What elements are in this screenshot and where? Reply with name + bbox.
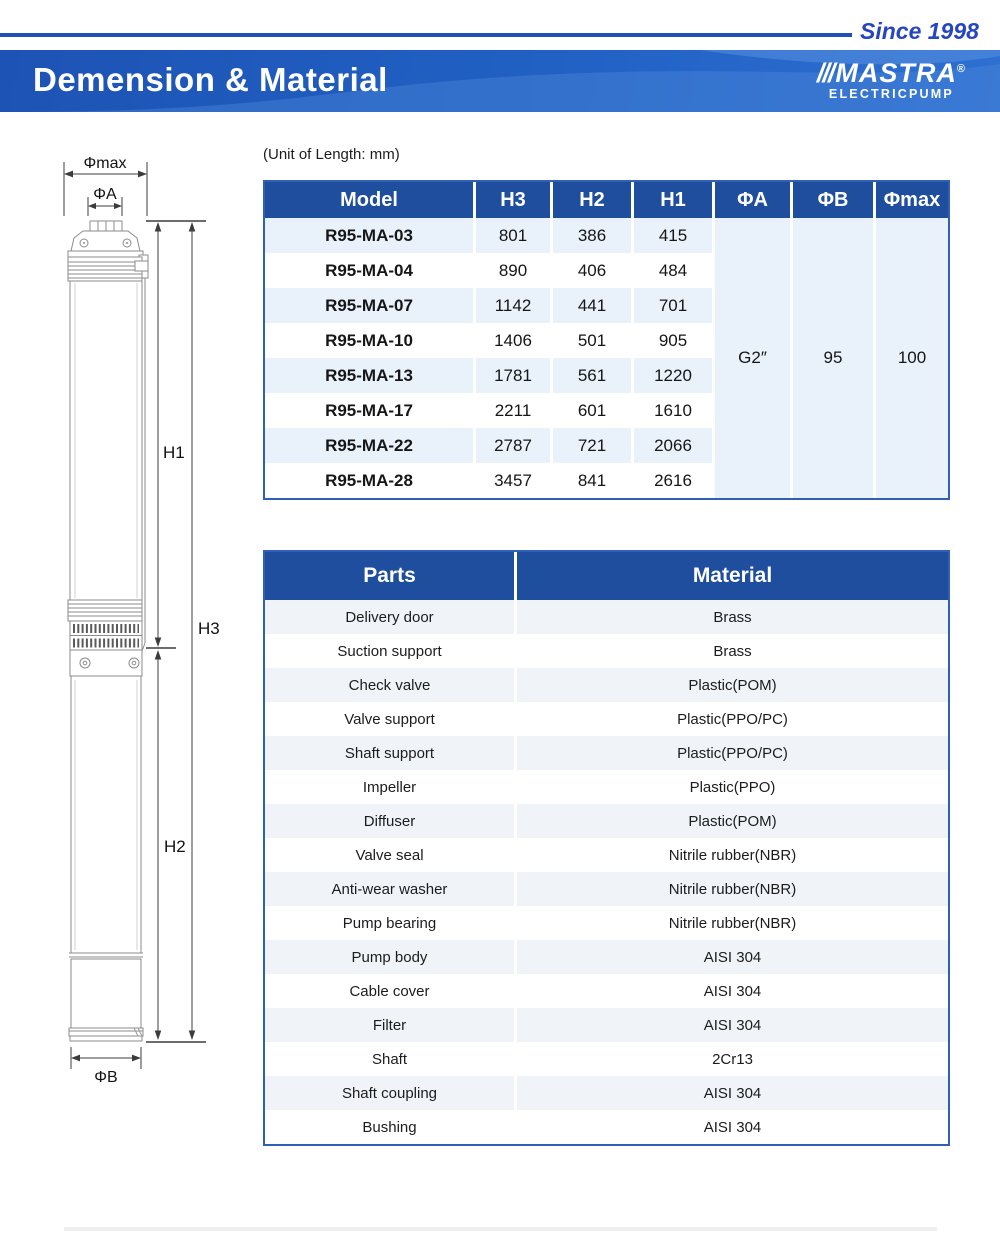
dimension-value-cell: 841 xyxy=(577,470,607,490)
dimension-value-cell: 1142 xyxy=(476,288,550,323)
dimension-value-cell: 441 xyxy=(553,288,631,323)
material-value-cell: Plastic(POM) xyxy=(517,804,948,838)
dimension-value-cell: 386 xyxy=(553,218,631,253)
part-name-cell: Anti-wear washer xyxy=(265,872,514,906)
dimension-header-cell: H3 xyxy=(476,182,550,218)
material-value-cell: Brass xyxy=(713,642,752,660)
h3-label: H3 xyxy=(198,619,220,638)
material-value-cell: AISI 304 xyxy=(703,1118,762,1136)
material-value-cell: Nitrile rubber(NBR) xyxy=(668,914,797,932)
part-name-cell: Check valve xyxy=(265,668,514,702)
dimension-value-cell: 2066 xyxy=(634,428,712,463)
part-name-cell: Delivery door xyxy=(265,600,514,634)
materials-header-cell: Material xyxy=(517,552,948,600)
part-name-cell: Valve support xyxy=(344,710,435,728)
phimax-label: Φmax xyxy=(83,155,127,172)
model-cell: R95-MA-04 xyxy=(325,260,413,280)
material-value-cell: 2Cr13 xyxy=(712,1050,753,1068)
part-name-cell: Impeller xyxy=(362,778,417,796)
model-cell: R95-MA-13 xyxy=(265,358,473,393)
h1-label: H1 xyxy=(163,443,185,462)
merged-value-cell: 95 xyxy=(793,218,873,498)
dimension-header-cell: ΦA xyxy=(715,182,790,218)
logo-subtitle: ELECTRICPUMP xyxy=(828,87,954,101)
dimension-value-cell: 2211 xyxy=(494,400,532,420)
part-name-cell: Suction support xyxy=(337,642,442,660)
dimension-value-cell: 406 xyxy=(577,260,607,280)
material-value-cell: AISI 304 xyxy=(703,982,762,1000)
model-cell: R95-MA-22 xyxy=(265,428,473,463)
material-value-cell: Nitrile rubber(NBR) xyxy=(668,846,797,864)
dimension-header-cell: H1 xyxy=(634,182,712,218)
model-cell: R95-MA-07 xyxy=(265,288,473,323)
dimension-value-cell: 1781 xyxy=(476,358,550,393)
dimension-header-cell: ΦB xyxy=(793,182,873,218)
dimension-value-cell: 601 xyxy=(577,400,607,420)
dimension-header-cell: Model xyxy=(265,182,473,218)
part-name-cell: Pump bearing xyxy=(342,914,437,932)
dimension-value-cell: 721 xyxy=(553,428,631,463)
part-name-cell: Shaft xyxy=(371,1050,408,1068)
unit-note: (Unit of Length: mm) xyxy=(263,146,400,163)
part-name-cell: Pump body xyxy=(265,940,514,974)
part-name-cell: Filter xyxy=(265,1008,514,1042)
model-cell: R95-MA-03 xyxy=(265,218,473,253)
dimension-value-cell: 3457 xyxy=(494,470,532,490)
materials-table xyxy=(263,550,950,1146)
phib-label: ΦB xyxy=(94,1069,118,1086)
model-cell: R95-MA-10 xyxy=(325,330,413,350)
logo-wordmark xyxy=(817,55,966,87)
part-name-cell: Diffuser xyxy=(265,804,514,838)
material-value-cell: Plastic(PPO/PC) xyxy=(517,736,948,770)
material-value-cell: AISI 304 xyxy=(517,1008,948,1042)
material-value-cell: AISI 304 xyxy=(517,940,948,974)
part-name-cell: Shaft support xyxy=(265,736,514,770)
part-name-cell: Shaft coupling xyxy=(265,1076,514,1110)
dimension-value-cell: 905 xyxy=(658,330,688,350)
dimension-value-cell: 2787 xyxy=(476,428,550,463)
materials-header-cell: Parts xyxy=(265,552,514,600)
dimension-value-cell: 801 xyxy=(476,218,550,253)
model-cell: R95-MA-28 xyxy=(325,470,413,490)
merged-value-cell: G2″ xyxy=(715,218,790,498)
material-value-cell: Plastic(PPO/PC) xyxy=(677,710,788,728)
logo-slashes: /// xyxy=(816,58,834,88)
dimension-value-cell: 561 xyxy=(553,358,631,393)
registered-mark-icon: ® xyxy=(956,63,966,75)
pump-technical-drawing xyxy=(0,0,260,1100)
material-value-cell: AISI 304 xyxy=(517,1076,948,1110)
pump-body-outline xyxy=(68,221,148,1041)
page-title: Demension & Material xyxy=(33,61,388,98)
logo-name: MASTRA xyxy=(835,58,957,88)
material-value-cell: Plastic(POM) xyxy=(517,668,948,702)
brand-logo xyxy=(817,55,966,101)
part-name-cell: Cable cover xyxy=(349,982,430,1000)
dimension-value-cell: 1610 xyxy=(654,400,692,420)
dimension-value-cell: 501 xyxy=(577,330,607,350)
dimension-value-cell: 890 xyxy=(498,260,528,280)
h2-label: H2 xyxy=(164,837,186,856)
dimension-value-cell: 484 xyxy=(658,260,688,280)
dimension-header-cell: Φmax xyxy=(876,182,948,218)
dimension-value-cell: 1220 xyxy=(634,358,712,393)
material-value-cell: Brass xyxy=(517,600,948,634)
part-name-cell: Valve seal xyxy=(355,846,424,864)
phia-label: ΦA xyxy=(93,186,117,203)
dimension-value-cell: 701 xyxy=(634,288,712,323)
model-cell: R95-MA-17 xyxy=(325,400,413,420)
part-name-cell: Bushing xyxy=(362,1118,417,1136)
merged-value-cell: 100 xyxy=(876,218,948,498)
dimension-value-cell: 1406 xyxy=(494,330,532,350)
footer-divider xyxy=(64,1227,937,1231)
material-value-cell: Plastic(PPO) xyxy=(689,778,776,796)
dimension-value-cell: 415 xyxy=(634,218,712,253)
since-label: Since 1998 xyxy=(860,18,979,44)
dimension-header-cell: H2 xyxy=(553,182,631,218)
material-value-cell: Nitrile rubber(NBR) xyxy=(517,872,948,906)
dimension-value-cell: 2616 xyxy=(654,470,692,490)
dimension-table xyxy=(263,180,950,500)
